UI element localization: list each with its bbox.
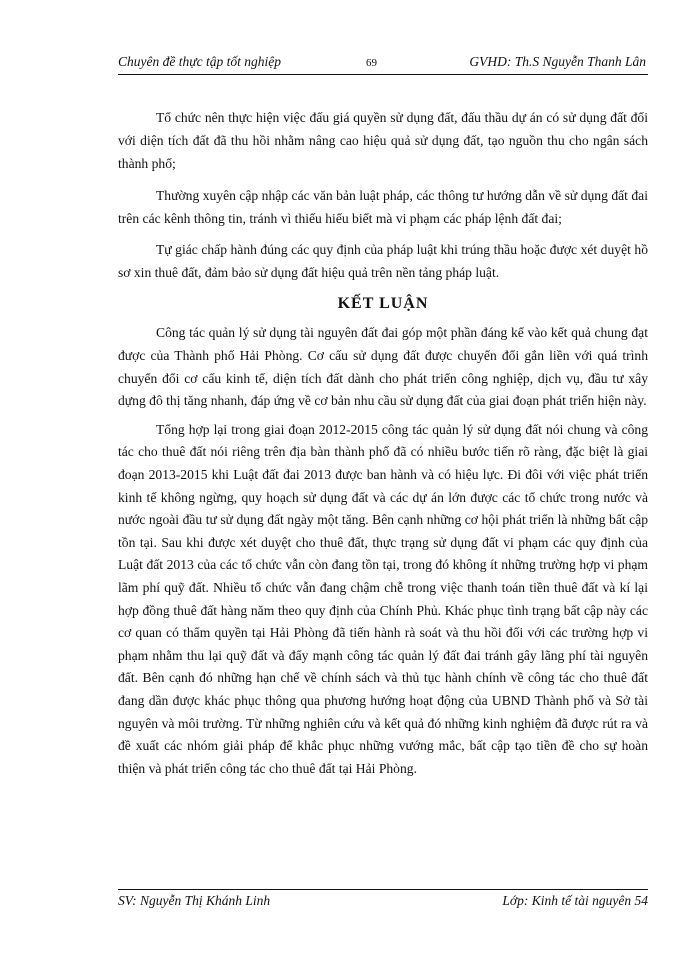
footer-student: SV: Nguyễn Thị Khánh Linh	[118, 893, 271, 908]
page-number: 69	[366, 57, 377, 69]
conclusion-paragraph: Tổng hợp lại trong giai đoạn 2012-2015 công tác quản lý sử dụng đất nói chung và công tác cho thuê đất nói riêng trên địa bàn thành phố đã có nhiều bước tiến rõ ràng, đặc biệt là giai đoạn 2013-2015 khi Luật đất đai 2013 được ban hành và có hiệu lực. Đi đôi với việc phát triển kinh tế không ngừng, quy hoạch sử dụng đất và các dự án lớn được các tổ chức trong nước và nước ngoài đầu tư sử dụng đất ngày một tăng. Bên cạnh những cơ hội phát triển là những bất cập tồn tại. Sau khi được xét duyệt cho thuê đất, thực trạng sử dụng đất vi phạm các quy định của Luật đất 2013 của các tổ chức vẫn còn đang tồn tại, trong đó không ít những trường hợp vi phạm lãm phí quỹ đất. Nhiều tổ chức vẫn đang chậm chễ trong việc thanh toán tiền thuê đất và kí lại hợp đồng thuê đất hàng năm theo quy định của Chính Phủ. Khác phục tình trạng bất cập này các cơ quan có thẩm quyền tại Hải Phòng đã tiến hành rà soát và thu hồi đối với các trường hợp vi phạm nhằm thu lại quỹ đất và đẩy mạnh công tác quản lý đất đai tránh gây lãng phí tài nguyên đất. Bên cạnh đó những hạn chế về chính sách và thủ tục hành chính về công tác cho thuê đất đang dần được khác phục thông qua phương hướng hoạt động của UBND Thành phố và Sở tài nguyên và môi trường. Từ những nghiên cứu và kết quả đó những kinh nghiệm đã được rút ra và đề xuất các nhóm giải pháp để khắc phục những vướng mắc, bất cập tạo tiền đề cho sự hoàn thiện và phát triển công tác cho thuê đất tại Hải Phòng.	[118, 421, 648, 776]
section-title: KẾT LUẬN	[337, 295, 429, 313]
header-thesis-title: Chuyên đề thực tập tốt nghiệp	[118, 54, 281, 69]
header-divider	[118, 74, 648, 75]
conclusion-paragraph: Công tác quản lý sử dụng tài nguyên đất đai góp một phần đáng kể vào kết quả chung đạt được của Thành phố Hải Phòng. Cơ cấu sử dụng đất được chuyển đổi gắn liền với quá trình chuyển đổi cơ cấu kinh tế, diện tích đất dành cho phát triển công nghiệp, dịch vụ, đầu tư xây dựng đô thị tăng nhanh, đáp ứng về cơ bản nhu cầu sử dụng đất của giai đoạn phát triển hiện này.	[118, 325, 648, 409]
intro-paragraph: Tổ chức nên thực hiện việc đấu giá quyền sử dụng đất, đấu thầu dự án có sử dụng đất đối với diện tích đất đã thu hồi nhằm nâng cao hiệu quả sử dụng đất, tạo nguồn thu cho ngân sách thành phố;	[118, 110, 648, 172]
footer-divider	[118, 889, 648, 890]
page-header	[118, 52, 646, 72]
intro-paragraph: Thường xuyên cập nhập các văn bản luật pháp, các thông tư hướng dẫn về sử dụng đất đai trên các kênh thông tin, tránh vì thiếu hiểu biết mà vi phạm các pháp lệnh đất đai;	[118, 187, 648, 226]
footer-class: Lớp: Kinh tế tài nguyên 54	[502, 893, 648, 908]
page-content	[118, 106, 648, 780]
header-supervisor: GVHD: Th.S Nguyễn Thanh Lân	[469, 54, 646, 69]
intro-paragraph: Tự giác chấp hành đúng các quy định của pháp luật khi trúng thầu hoặc được xét duyệt hồ sơ xin thuê đất, đảm bảo sử dụng đất hiệu quả trên nền tảng pháp luật.	[118, 242, 648, 281]
